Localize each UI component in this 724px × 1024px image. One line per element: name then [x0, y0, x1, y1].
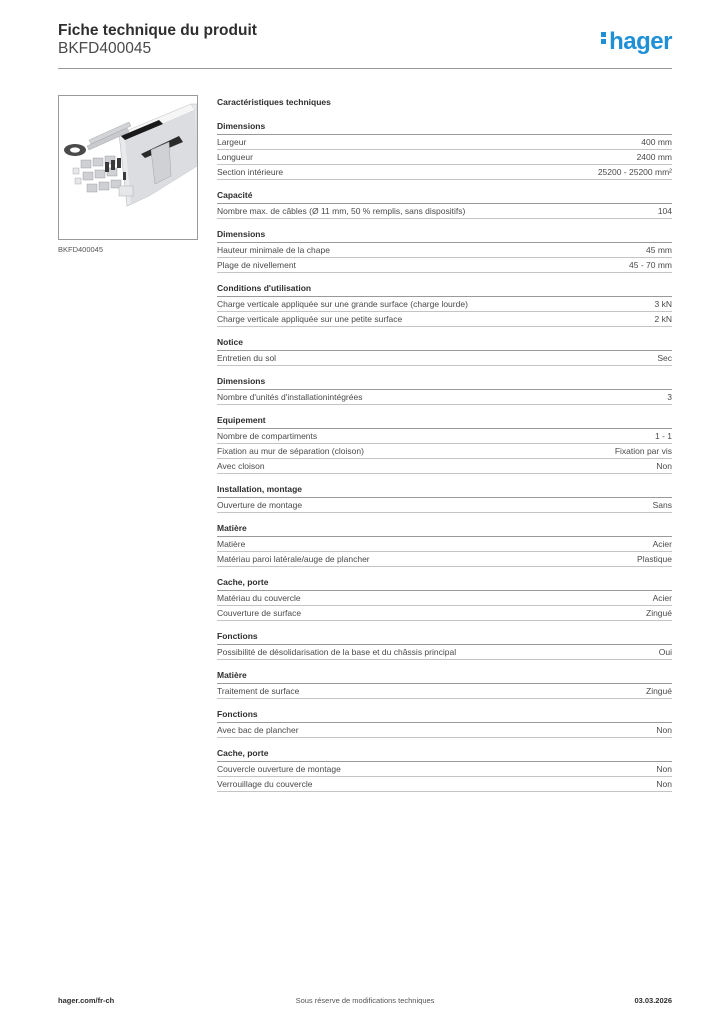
spec-row	[217, 258, 672, 273]
spec-value: Non	[656, 779, 672, 789]
specs-title: Caractéristiques techniques	[217, 97, 331, 107]
spec-label: Matériau paroi latérale/auge de plancher	[217, 554, 370, 564]
page-header	[58, 22, 672, 69]
spec-row	[217, 390, 672, 405]
spec-value: 3	[667, 392, 672, 402]
spec-label: Nombre d'unités d'installationintégrées	[217, 392, 363, 402]
section-heading: Dimensions	[217, 120, 672, 135]
image-caption: BKFD400045	[58, 245, 104, 254]
spec-section	[217, 414, 672, 474]
spec-row	[217, 591, 672, 606]
spec-label: Section intérieure	[217, 167, 284, 177]
spec-section	[217, 576, 672, 621]
spec-section	[217, 747, 672, 792]
section-heading: Notice	[217, 336, 672, 351]
spec-value: Fixation par vis	[614, 446, 672, 456]
spec-section	[217, 120, 672, 180]
spec-label: Couverture de surface	[217, 608, 302, 618]
spec-sections	[217, 120, 672, 792]
spec-section	[217, 189, 672, 219]
spec-label: Charge verticale appliquée sur une grande surface (charge lourde)	[217, 299, 468, 309]
section-heading: Fonctions	[217, 708, 672, 723]
section-heading: Capacité	[217, 189, 672, 204]
spec-section	[217, 375, 672, 405]
spec-section	[217, 228, 672, 273]
spec-value: 1 - 1	[654, 431, 672, 441]
spec-label: Couvercle ouverture de montage	[217, 764, 341, 774]
spec-label: Possibilité de désolidarisation de la base et du châssis principal	[217, 647, 457, 657]
spec-section	[217, 522, 672, 567]
spec-row	[217, 312, 672, 327]
spec-value: Acier	[652, 539, 672, 549]
spec-label: Avec bac de plancher	[217, 725, 299, 735]
spec-row	[217, 135, 672, 150]
spec-value: Non	[656, 764, 672, 774]
section-heading: Equipement	[217, 414, 672, 429]
spec-label: Hauteur minimale de la chape	[217, 245, 330, 255]
hager-dots-icon	[601, 30, 606, 46]
spec-value: Non	[656, 461, 672, 471]
spec-value: Zingué	[646, 686, 672, 696]
spec-value: Sans	[652, 500, 672, 510]
spec-value: 3 kN	[654, 299, 672, 309]
spec-row	[217, 243, 672, 258]
spec-row	[217, 459, 672, 474]
product-code: BKFD400045	[58, 40, 152, 57]
spec-section	[217, 630, 672, 660]
footer-date: 03.03.2026	[634, 996, 672, 1005]
section-heading: Dimensions	[217, 228, 672, 243]
spec-section	[217, 483, 672, 513]
footer-disclaimer: Sous réserve de modifications techniques	[295, 996, 435, 1005]
spec-value: Acier	[652, 593, 672, 603]
spec-label: Avec cloison	[217, 461, 265, 471]
spec-section	[217, 669, 672, 699]
spec-row	[217, 777, 672, 792]
spec-label: Entretien du sol	[217, 353, 277, 363]
brand-logo[interactable]	[601, 28, 672, 56]
spec-label: Plage de nivellement	[217, 260, 296, 270]
spec-row	[217, 165, 672, 180]
section-heading: Fonctions	[217, 630, 672, 645]
spec-label: Largeur	[217, 137, 247, 147]
spec-value: 2 kN	[654, 314, 672, 324]
spec-label: Nombre de compartiments	[217, 431, 318, 441]
spec-row	[217, 444, 672, 459]
spec-row	[217, 297, 672, 312]
spec-value: Plastique	[637, 554, 672, 564]
product-image	[58, 95, 198, 240]
spec-value: 25200 - 25200 mm²	[597, 167, 672, 177]
spec-row	[217, 204, 672, 219]
spec-row	[217, 684, 672, 699]
spec-row	[217, 645, 672, 660]
spec-label: Matériau du couvercle	[217, 593, 301, 603]
specs-panel	[217, 95, 672, 801]
spec-row	[217, 351, 672, 366]
spec-value: 45 mm	[646, 245, 672, 255]
spec-value: 45 - 70 mm	[629, 260, 672, 270]
section-heading: Dimensions	[217, 375, 672, 390]
logo-text: hager	[609, 28, 672, 55]
spec-row	[217, 552, 672, 567]
spec-section	[217, 282, 672, 327]
spec-row	[217, 723, 672, 738]
spec-row	[217, 429, 672, 444]
spec-section	[217, 336, 672, 366]
spec-row	[217, 762, 672, 777]
section-heading: Cache, porte	[217, 747, 672, 762]
spec-value: Non	[656, 725, 672, 735]
spec-value: Sec	[657, 353, 672, 363]
spec-label: Longueur	[217, 152, 253, 162]
section-heading: Conditions d'utilisation	[217, 282, 672, 297]
spec-section	[217, 708, 672, 738]
section-heading: Installation, montage	[217, 483, 672, 498]
spec-row	[217, 606, 672, 621]
spec-value: Zingué	[646, 608, 672, 618]
spec-value: 400 mm	[641, 137, 672, 147]
spec-label: Traitement de surface	[217, 686, 300, 696]
section-heading: Matière	[217, 669, 672, 684]
spec-row	[217, 537, 672, 552]
section-heading: Cache, porte	[217, 576, 672, 591]
spec-value: 104	[657, 206, 672, 216]
floor-duct-illustration	[59, 96, 197, 239]
spec-label: Fixation au mur de séparation (cloison)	[217, 446, 364, 456]
spec-label: Ouverture de montage	[217, 500, 303, 510]
spec-label: Charge verticale appliquée sur une petite surface	[217, 314, 403, 324]
spec-label: Matière	[217, 539, 246, 549]
spec-label: Nombre max. de câbles (Ø 11 mm, 50 % remplis, sans dispositifs)	[217, 206, 466, 216]
section-heading: Matière	[217, 522, 672, 537]
page-title: Fiche technique du produit	[58, 22, 257, 39]
spec-row	[217, 498, 672, 513]
spec-row	[217, 150, 672, 165]
footer-website-link[interactable]: hager.com/fr-ch	[58, 996, 115, 1005]
spec-value: 2400 mm	[636, 152, 672, 162]
spec-label: Verrouillage du couvercle	[217, 779, 313, 789]
spec-value: Oui	[658, 647, 672, 657]
